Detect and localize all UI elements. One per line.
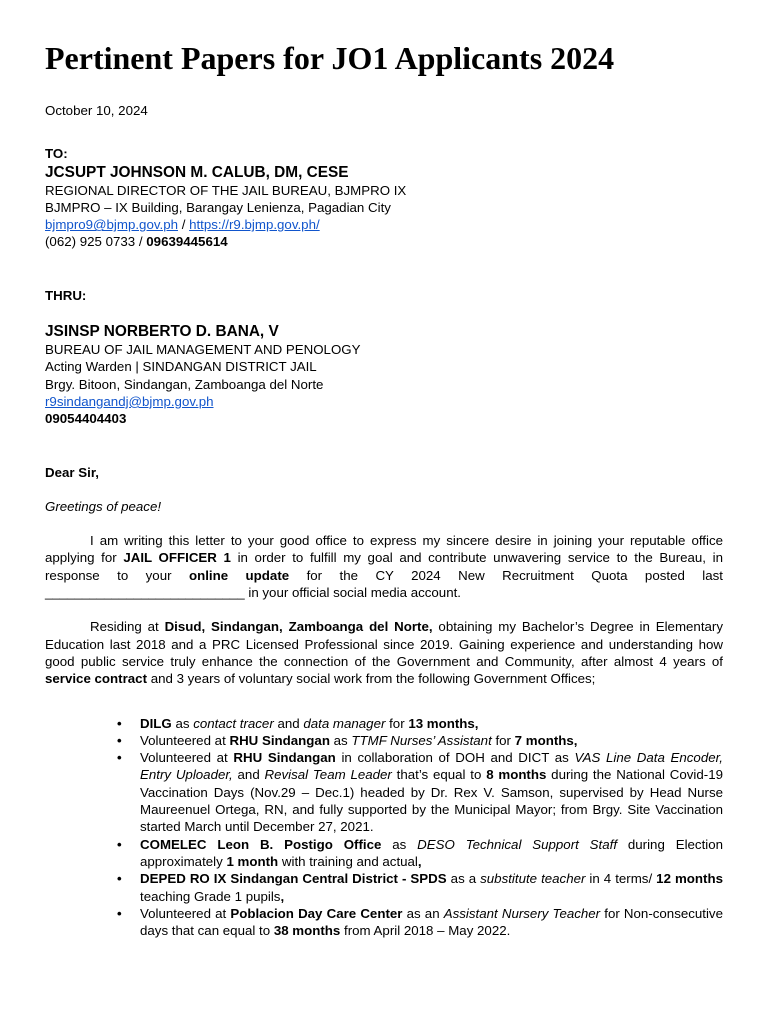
bullet-icon: • [117,871,122,887]
page-title: Pertinent Papers for JO1 Applicants 2024 [45,40,615,76]
bullet-icon: • [117,750,122,766]
to-contact-links [45,216,723,233]
thru-office: BUREAU OF JAIL MANAGEMENT AND PENOLOGY [45,342,361,358]
list-item: • Volunteered at RHU Sindangan in collaboration of DOH and DICT as VAS Line Data Encoder, Entry Uploader, and Revisal Team Leader that’s equal to 8 months during the National Covid-19 Vaccination Days (Nov.29 – Dec.1) headed by Dr. Rex V. Samson, supervised by Head Nurse Maureenuel Ortega, RN, and fully supported by the Municipal Mayor; from Brgy. Site Vaccination started March until December 27, 2021. [117,750,724,835]
to-website-link[interactable]: https://r9.bjmp.gov.ph/ [189,217,320,233]
to-mobile: 09639445614 [146,234,228,250]
list-item: • DEPED RO IX Sindangan Central District - SPDS as a substitute teacher in 4 terms/ 12 months teaching Grade 1 pupils, [117,871,723,904]
thru-address: Brgy. Bitoon, Sindangan, Zamboanga del Norte [45,376,324,392]
bullet-icon: • [117,836,122,852]
thru-email-link[interactable]: r9sindangandj@bjmp.gov.ph [45,393,214,409]
thru-name: JSINSP NORBERTO D. BANA, V [45,323,279,341]
to-address: BJMPRO – IX Building, Barangay Lenienza, Pagadian City [45,199,391,215]
letter-date: October 10, 2024 [45,103,148,118]
bullet-icon: • [117,905,122,921]
thru-position: Acting Warden | SINDANGAN DISTRICT JAIL [45,359,317,375]
to-position: REGIONAL DIRECTOR OF THE JAIL BUREAU, BJMPRO IX [45,182,407,198]
to-phone-line [45,233,723,250]
letter-body [45,102,723,939]
link-separator: / [178,217,190,233]
to-name: JCSUPT JOHNSON M. CALUB, DM, CESE [45,163,349,181]
list-item: • DILG as contact tracer and data manager for 13 months, [117,715,479,731]
experience-list [45,715,723,940]
list-item: • COMELEC Leon B. Postigo Office as DESO Technical Support Staff during Election approximately 1 month with training and actual, [117,836,724,869]
list-item: • Volunteered at RHU Sindangan as TTMF Nurses’ Assistant for 7 months, [117,732,578,748]
list-item: • Volunteered at Poblacion Day Care Center as an Assistant Nursery Teacher for Non-consecutive days that can equal to 38 months from April 2018 – May 2022. [117,905,723,939]
thru-label: THRU: [45,287,87,303]
to-email-link[interactable]: bjmpro9@bjmp.gov.ph [45,217,178,233]
bullet-icon: • [117,732,122,748]
to-label: TO: [45,146,68,162]
bullet-icon: • [117,715,122,731]
to-phone: (062) 925 0733 / [45,234,147,250]
paragraph-intro: I am writing this letter to your good office to express my sincere desire in joining your reputable office applying for JAIL OFFICER 1 in order to fulfill my goal and contribute unwavering service to the Bureau, in response to your online update for the CY 2024 New Recruitment Quota posted last ___________________________ in your official social media account. [45,533,723,601]
salutation: Dear Sir, [45,464,99,480]
greeting: Greetings of peace! [45,498,162,514]
paragraph-background: Residing at Disud, Sindangan, Zamboanga del Norte, obtaining my Bachelor’s Degree in Elementary Education last 2018 and a PRC Licensed Professional since 2019. Gaining experience and understanding how good public service truly enhance the connection of the Government and Community, after almost 4 years of service contract and 3 years of voluntary social work from the following Government Offices; [45,619,723,687]
thru-mobile: 09054404403 [45,411,127,427]
